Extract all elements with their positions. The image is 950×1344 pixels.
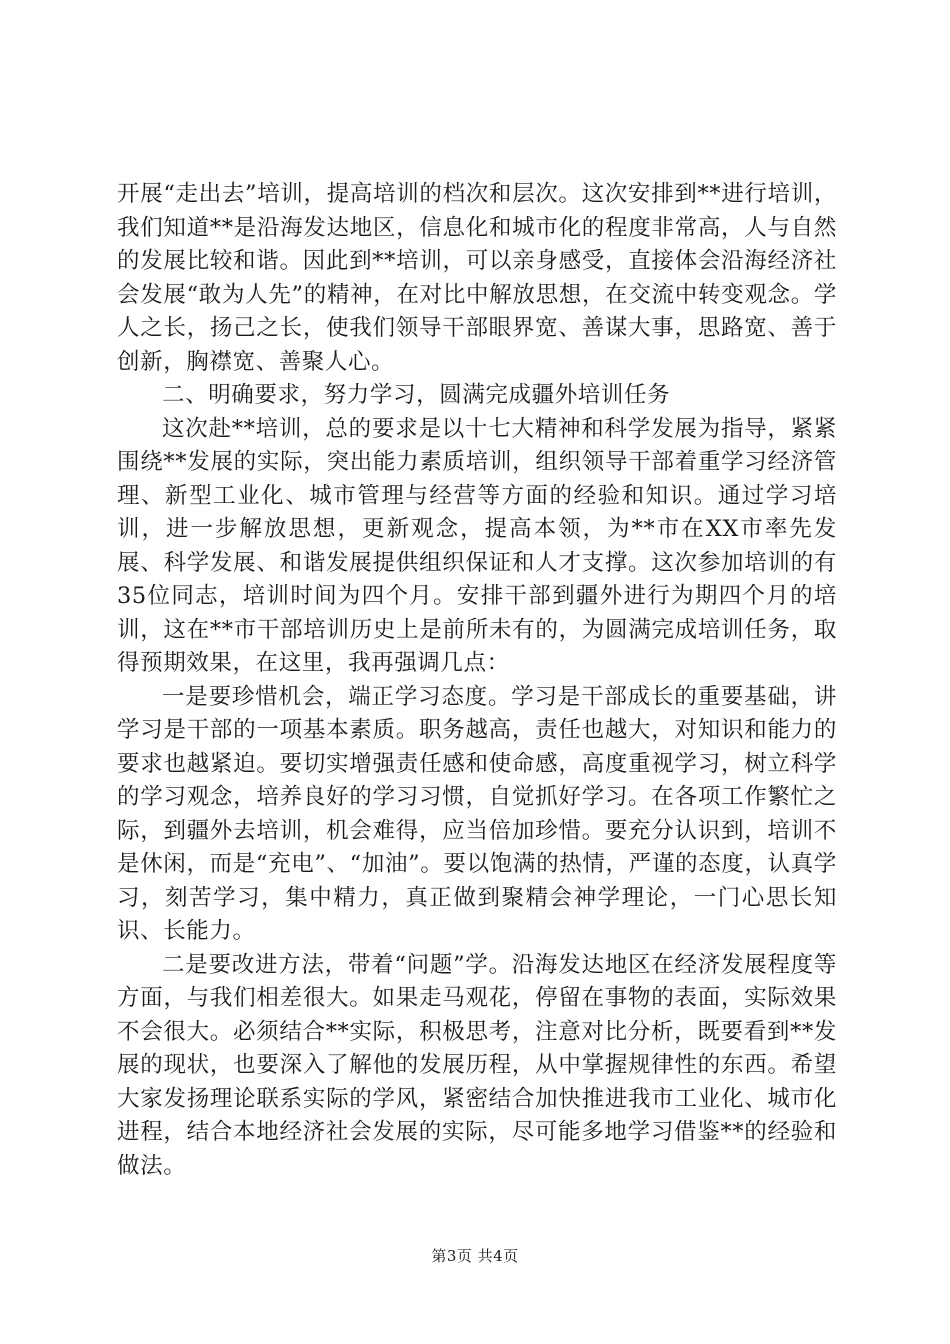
paragraph-3: 一是要珍惜机会，端正学习态度。学习是干部成长的重要基础，讲学习是干部的一项基本素质。职务越高，责任也越大，对知识和能力的要求也越紧迫。要切实增强责任感和使命感，高度重视学习，树立科学的学习观念，培养良好的学习习惯，自觉抓好学习。在各项工作繁忙之际，到疆外去培训，机会难得，应当倍加珍惜。要充分认识到，培训不是休闲，而是“充电”、“加油”。要以饱满的热情，严谨的态度，认真学习，刻苦学习，集中精力，真正做到聚精会神学理论，一门心思长知识、长能力。 bbox=[117, 683, 837, 944]
paragraph-2: 这次赴**培训，总的要求是以十七大精神和科学发展为指导，紧紧围绕**发展的实际，突出能力素质培训，组织领导干部着重学习经济管理、新型工业化、城市管理与经营等方面的经验和知识。通过学习培训，进一步解放思想，更新观念，提高本领，为**市在XX市率先发展、科学发展、和谐发展提供组织保证和人才支撑。这次参加培训的有35位同志，培训时间为四个月。安排干部到疆外进行为期四个月的培训，这在**市干部培训历史上是前所未有的，为圆满完成培训任务，取得预期效果，在这里，我再强调几点： bbox=[117, 415, 837, 676]
page-number-footer: 第3页 共4页 bbox=[431, 1247, 519, 1265]
document-body bbox=[117, 178, 837, 1183]
paragraph-4: 二是要改进方法，带着“问题”学。沿海发达地区在经济发展程度等方面，与我们相差很大。如果走马观花，停留在事物的表面，实际效果不会很大。必须结合**实际，积极思考，注意对比分析，既要看到**发展的现状，也要深入了解他的发展历程，从中掌握规律性的东西。希望大家发扬理论联系实际的学风，紧密结合加快推进我市工业化、城市化进程，结合本地经济社会发展的实际，尽可能多地学习借鉴**的经验和做法。 bbox=[117, 951, 837, 1179]
section-heading: 二、明确要求，努力学习，圆满完成疆外培训任务 bbox=[162, 382, 671, 408]
paragraph-1: 开展“走出去”培训，提高培训的档次和层次。这次安排到**进行培训，我们知道**是沿海发达地区，信息化和城市化的程度非常高，人与自然的发展比较和谐。因此到**培训，可以亲身感受，直接体会沿海经济社会发展“敢为人先”的精神，在对比中解放思想，在交流中转变观念。学人之长，扬己之长，使我们领导干部眼界宽、善谋大事，思路宽、善于创新，胸襟宽、善聚人心。 bbox=[117, 181, 837, 375]
